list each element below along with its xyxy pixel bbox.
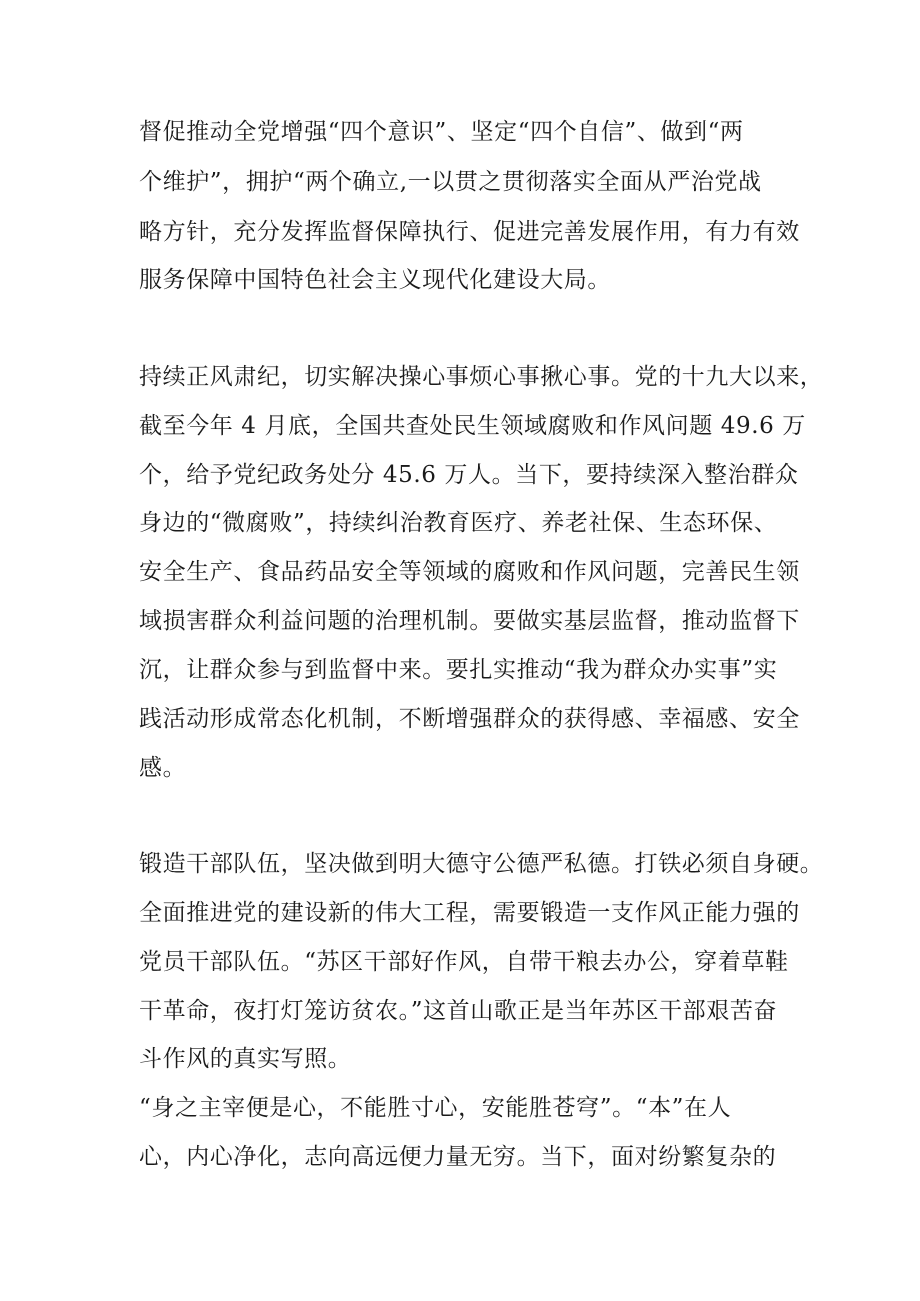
paragraph-line: 略方针，充分发挥监督保障执行、促进完善发展作用，有力有效 [139, 219, 800, 245]
paragraph-line: 截至今年 4 月底，全国共查处民生领域腐败和作风问题 49.6 万 [139, 413, 806, 439]
paragraph-line: 身边的“微腐败”，持续纠治教育医疗、养老社保、生态环保、 [139, 510, 778, 536]
paragraph-line: 干革命，夜打灯笼访贫农。”这首山歌正是当年苏区干部艰苦奋 [139, 998, 778, 1024]
paragraph-line: 督促推动全党增强“四个意识”、坚定“四个自信”、做到“两 [139, 119, 744, 145]
paragraph-line: 个维护”，拥护“两个确立,一以贯之贯彻落实全面从严治党战 [139, 169, 762, 195]
paragraph-line: 持续正风肃纪，切实解决操心事烦心事揪心事。党的十九大以来， [139, 364, 824, 390]
paragraph-line: “身之主宰便是心，不能胜寸心，安能胜苍穹”。“本”在人 [139, 1095, 732, 1121]
paragraph-line: 安全生产、食品药品安全等领域的腐败和作风问题，完善民生领 [139, 559, 800, 585]
paragraph-line: 感。 [139, 755, 187, 781]
paragraph-line: 锻造干部队伍，坚决做到明大德守公德严私德。打铁必须自身硬。 [139, 851, 824, 877]
paragraph-line: 域损害群众利益问题的治理机制。要做实基层监督，推动监督下 [139, 608, 800, 634]
paragraph-line: 党员干部队伍。“苏区干部好作风，自带干粮去办公，穿着草鞋 [139, 949, 789, 975]
paragraph-line: 全面推进党的建设新的伟大工程，需要锻造一支作风正能力强的 [139, 900, 800, 926]
paragraph-line: 服务保障中国特色社会主义现代化建设大局。 [139, 267, 611, 293]
paragraph-line: 践活动形成常态化机制，不断增强群众的获得感、幸福感、安全 [139, 706, 800, 732]
paragraph-line: 个，给予党纪政务处分 45.6 万人。当下，要持续深入整治群众 [139, 462, 799, 488]
paragraph-line: 心，内心净化，志向高远便力量无穷。当下，面对纷繁复杂的 [139, 1144, 777, 1170]
paragraph-line: 沉，让群众参与到监督中来。要扎实推动“我为群众办实事”实 [139, 657, 778, 683]
paragraph-line: 斗作风的真实写照。 [139, 1046, 352, 1072]
